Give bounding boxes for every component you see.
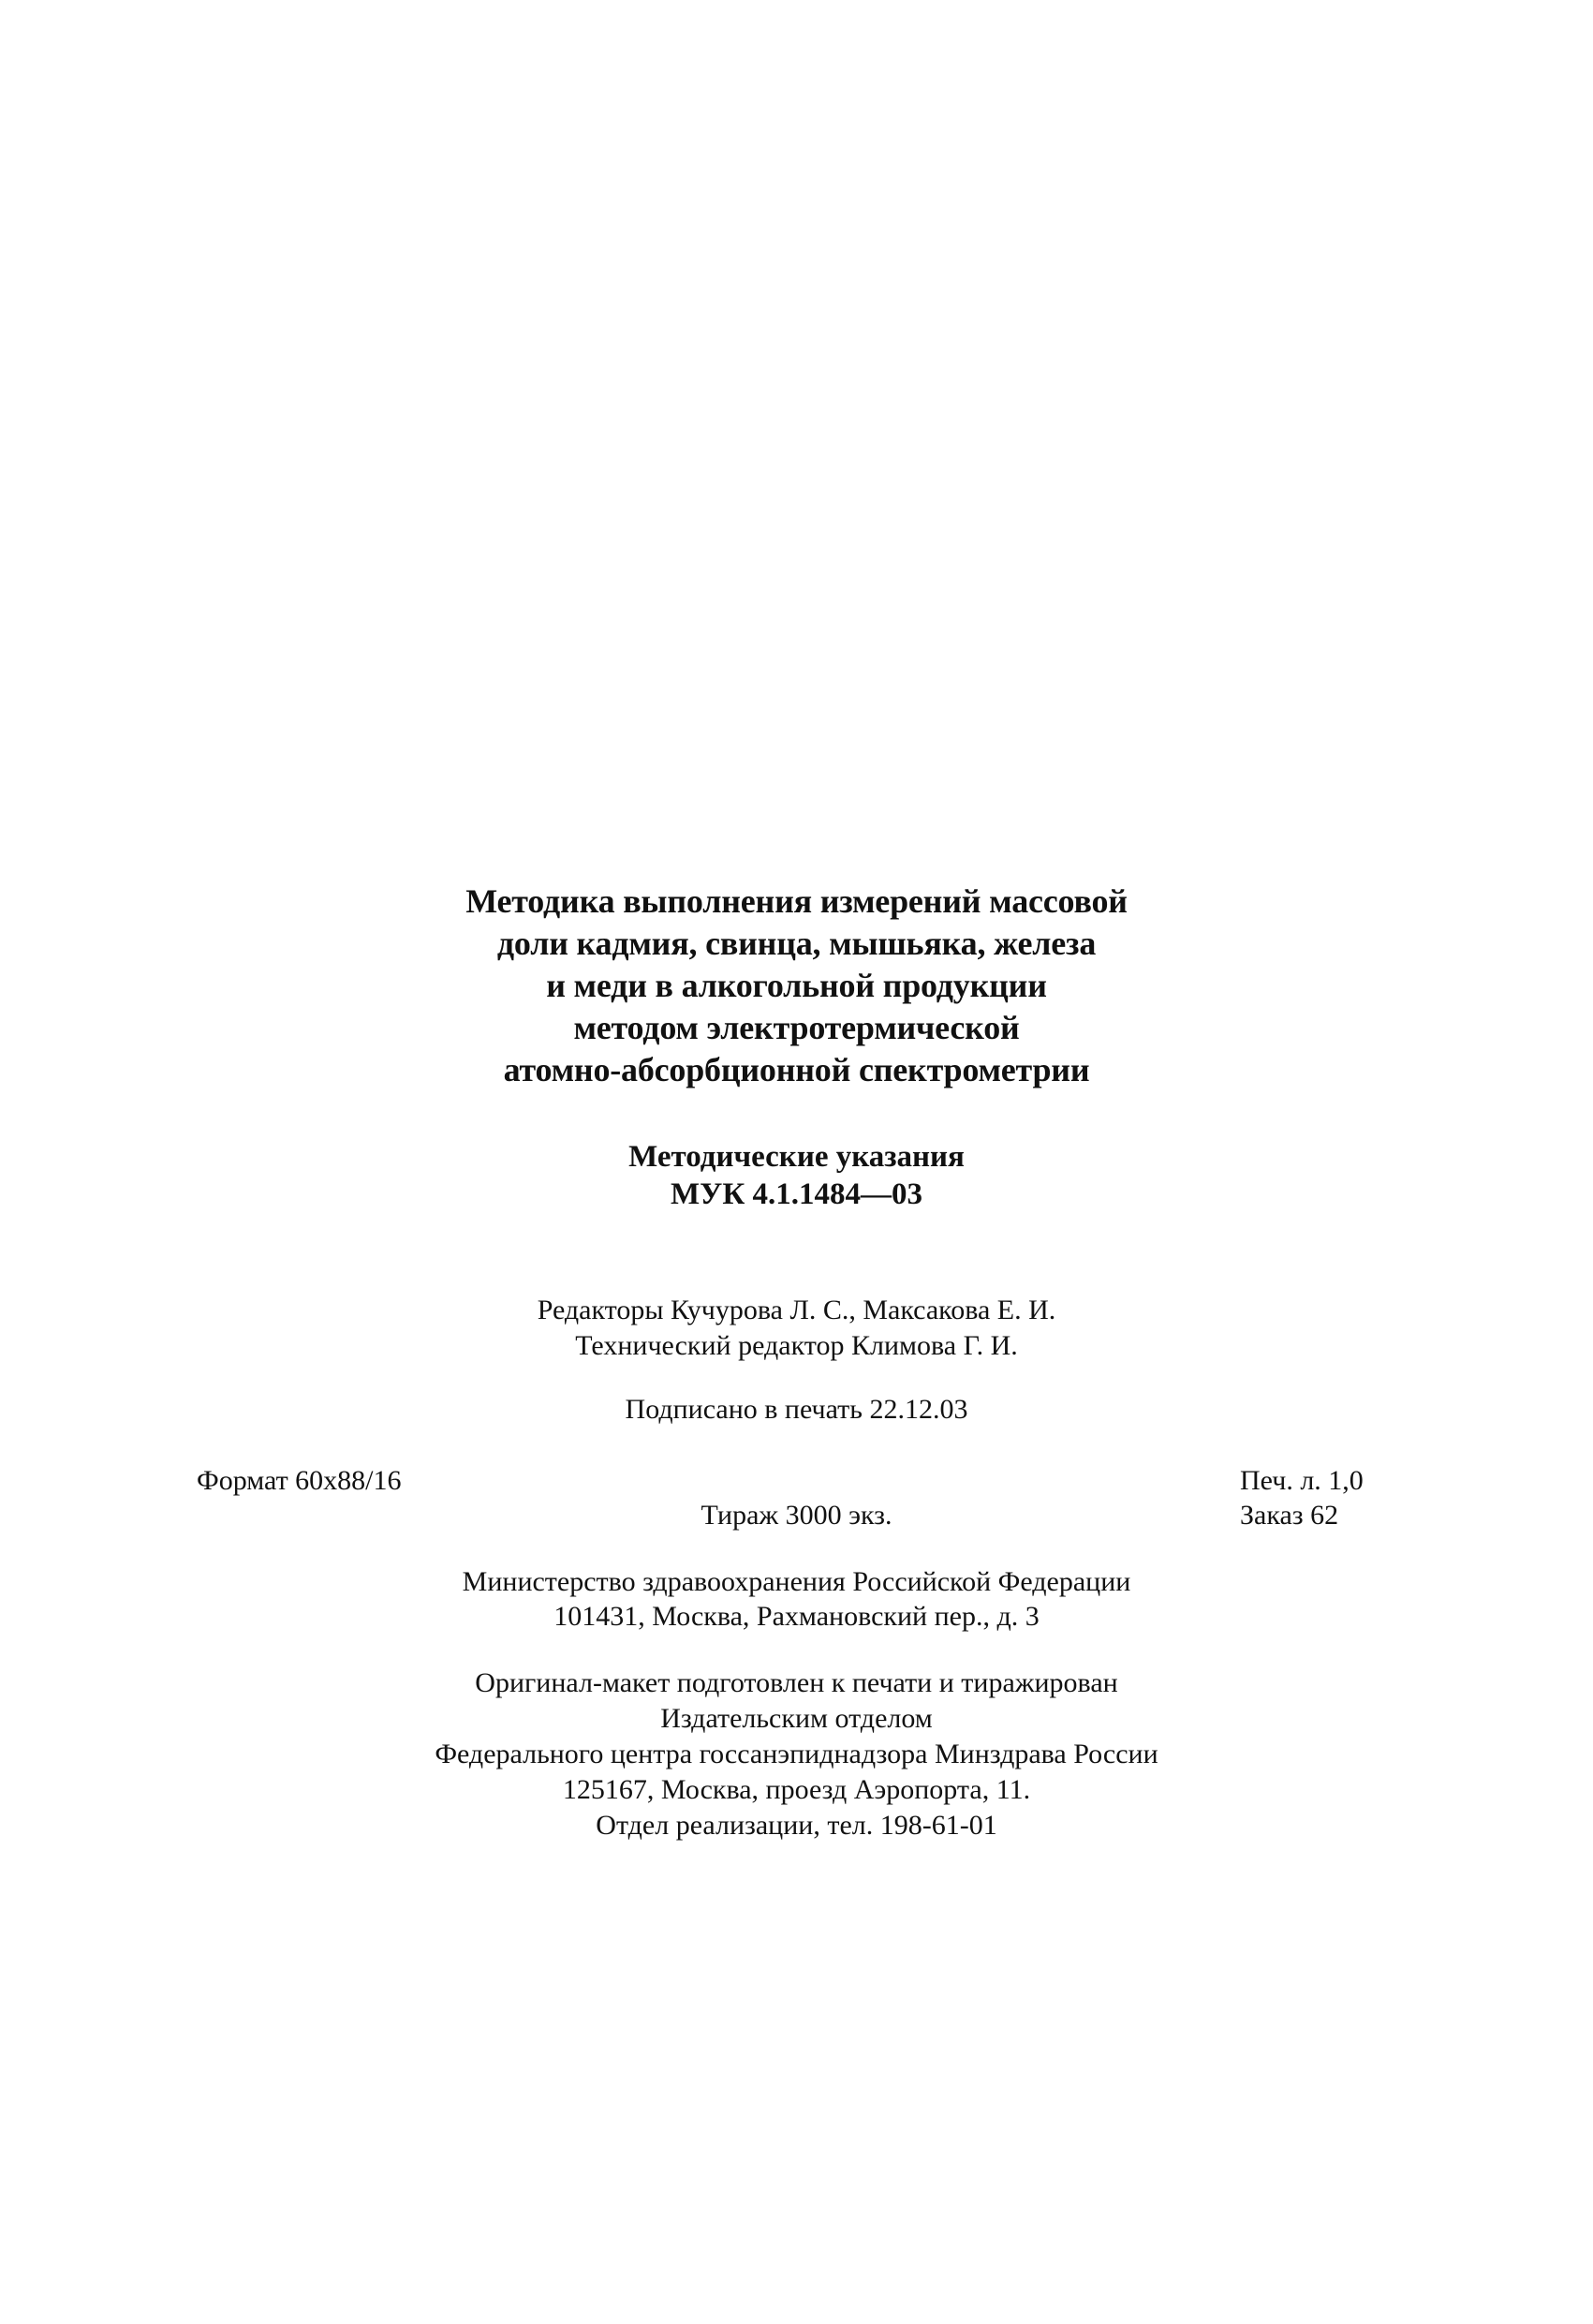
tech-editor-line: Технический редактор Климова Г. И. <box>575 1330 1018 1361</box>
document-code: МУК 4.1.1484—03 <box>670 1177 923 1211</box>
title-line-4: методом электротермической <box>573 1009 1020 1046</box>
title-line-3: и меди в алкогольной продукции <box>546 967 1047 1004</box>
title-line-2: доли кадмия, свинца, мышьяка, железа <box>496 925 1097 962</box>
publisher-block <box>0 1665 1593 1843</box>
ministry-name: Министерство здравоохранения Российской Федерации <box>462 1566 1131 1597</box>
ministry-address: 101431, Москва, Рахмановский пер., д. 3 <box>553 1601 1040 1632</box>
format-label: Формат 60x88/16 <box>197 1465 402 1496</box>
publisher-line-1: Оригинал-макет подготовлен к печати и тиражирован <box>475 1667 1118 1698</box>
document-type: Методические указания <box>628 1140 965 1174</box>
publisher-line-4: 125167, Москва, проезд Аэропорта, 11. <box>562 1774 1031 1805</box>
title-line-1: Методика выполнения измерений массовой <box>465 882 1128 920</box>
publisher-line-5: Отдел реализации, тел. 198-61-01 <box>596 1810 997 1841</box>
editors-block <box>0 1293 1593 1364</box>
order-number-label: Заказ 62 <box>1240 1500 1339 1531</box>
printed-sheets-label: Печ. л. 1,0 <box>1240 1465 1364 1496</box>
title-line-5: атомно-абсорбционной спектрометрии <box>503 1051 1090 1088</box>
document-subtitle <box>0 1138 1593 1213</box>
publisher-line-2: Издательским отделом <box>660 1703 933 1734</box>
print-run-label: Тираж 3000 экз. <box>701 1500 892 1531</box>
signed-to-print <box>0 1392 1593 1428</box>
document-title <box>0 881 1593 1091</box>
editors-line: Редакторы Кучурова Л. С., Максакова Е. И. <box>537 1295 1056 1325</box>
signed-line: Подписано в печать 22.12.03 <box>625 1394 968 1425</box>
ministry-block <box>0 1564 1593 1634</box>
publisher-line-3: Федерального центра госсанэпиднадзора Минздрава России <box>435 1739 1158 1769</box>
